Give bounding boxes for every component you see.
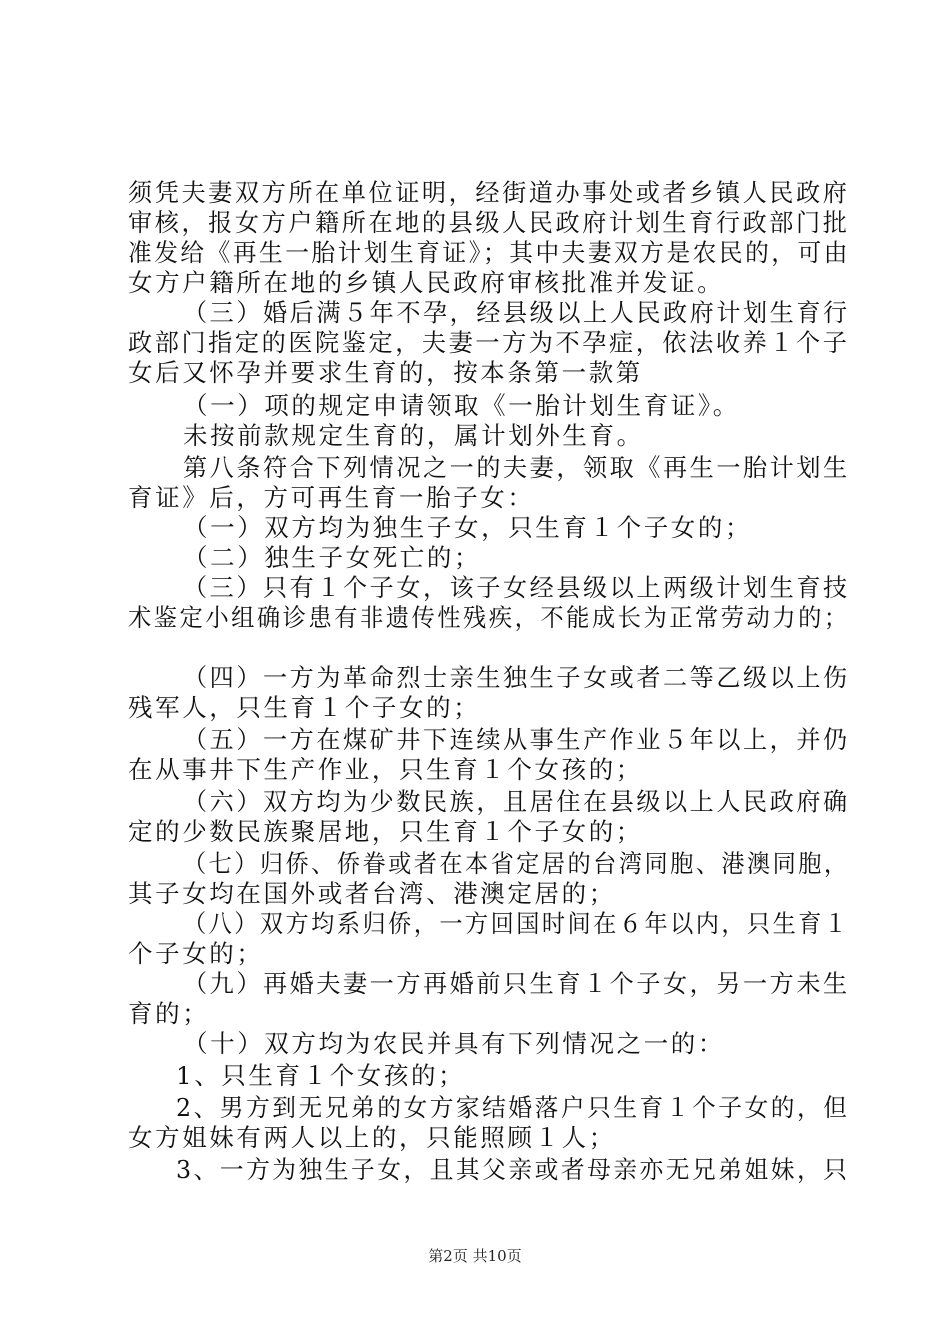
text-line: 术鉴定小组确诊患有非遗传性残疾，不能成长为正常劳动力的； [128, 603, 850, 632]
text-line: 个子女的； [128, 939, 264, 968]
text-line: 残军人，只生育１个子女的； [128, 693, 481, 722]
text-line: 1、只生育１个女孩的； [176, 1061, 466, 1090]
text-line: 女方户籍所在地的乡镇人民政府审核批准并发证。 [128, 268, 725, 297]
text-line: 政部门指定的医院鉴定，夫妻一方为不孕症，依法收养１个子 [128, 328, 850, 357]
text-line: 须凭夫妻双方所在单位证明，经街道办事处或者乡镇人民政府 [128, 178, 850, 207]
text-line: （五）一方在煤矿井下连续从事生产作业５年以上，并仍 [183, 725, 850, 754]
text-line: 审核，报女方户籍所在地的县级人民政府计划生育行政部门批 [128, 208, 850, 237]
text-line: （一）项的规定申请领取《一胎计划生育证》。 [183, 391, 740, 420]
text-line: （九）再婚夫妻一方再婚前只生育１个子女，另一方未生 [183, 969, 850, 998]
text-line: 女后又怀孕并要求生育的，按本条第一款第 [128, 358, 643, 387]
text-line: （六）双方均为少数民族，且居住在县级以上人民政府确 [183, 787, 850, 816]
text-line: 定的少数民族聚居地，只生育１个子女的； [128, 817, 643, 846]
text-line: （二）独生子女死亡的； [183, 543, 482, 572]
page-number-footer: 第2页 共10页 [428, 1247, 522, 1265]
text-line: 育的； [128, 999, 210, 1028]
text-line: 女方姐妹有两人以上的，只能照顾１人； [128, 1123, 616, 1152]
text-line: 准发给《再生一胎计划生育证》；其中夫妻双方是农民的，可由 [128, 238, 850, 267]
text-line: （四）一方为革命烈士亲生独生子女或者二等乙级以上伤 [183, 663, 850, 692]
text-line: （十）双方均为农民并具有下列情况之一的： [183, 1029, 725, 1058]
text-line: 未按前款规定生育的，属计划外生育。 [183, 421, 644, 450]
text-line: （八）双方均系归侨，一方回国时间在６年以内，只生育１ [183, 909, 850, 938]
text-line: （三）只有１个子女，该子女经县级以上两级计划生育技 [183, 573, 850, 602]
text-line: （三）婚后满５年不孕，经县级以上人民政府计划生育行 [183, 298, 850, 327]
text-line: 3、一方为独生子女，且其父亲或者母亲亦无兄弟姐妹，只 [176, 1155, 850, 1184]
text-line: （七）归侨、侨眷或者在本省定居的台湾同胞、港澳同胞， [183, 849, 850, 878]
text-line: 在从事井下生产作业，只生育１个女孩的； [128, 755, 643, 784]
text-line: 育证》后，方可再生育一胎子女： [128, 483, 535, 512]
text-line: 第八条符合下列情况之一的夫妻，领取《再生一胎计划生 [183, 453, 850, 482]
text-line: 其子女均在国外或者台湾、港澳定居的； [128, 879, 616, 908]
text-line: 2、男方到无兄弟的女方家结婚落户只生育１个子女的，但 [176, 1093, 850, 1122]
text-line: （一）双方均为独生子女，只生育１个子女的； [183, 513, 753, 542]
